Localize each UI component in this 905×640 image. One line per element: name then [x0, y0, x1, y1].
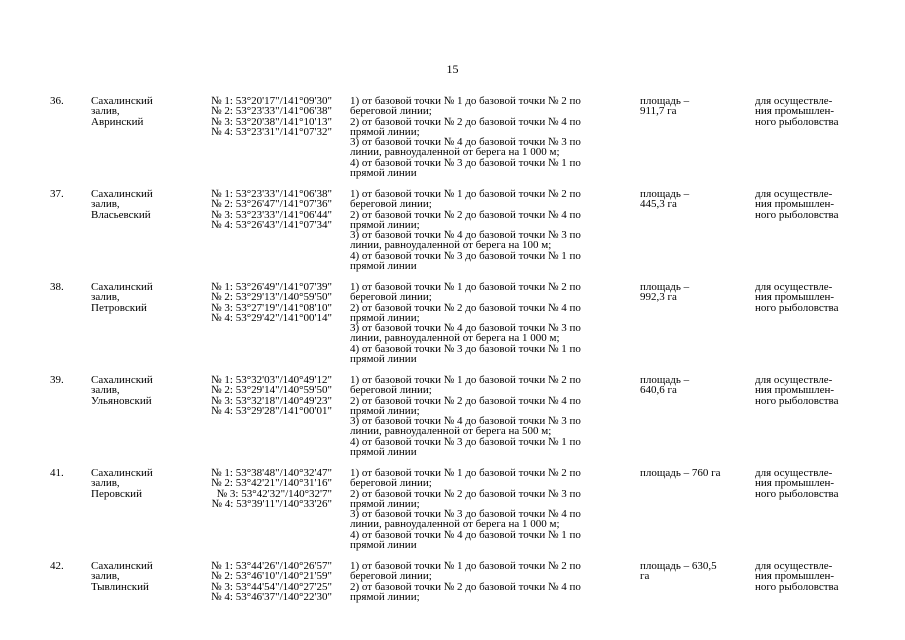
boundary-description-line: линии, равноудаленной от берега на 1 000 м; [350, 518, 560, 531]
boundary-description-line: прямой линии; [350, 125, 420, 138]
coordinates-line: № 3: 53°23'33"/141°06'44" [211, 208, 332, 221]
area-line: площадь – [640, 374, 690, 386]
coordinates-cell [182, 375, 332, 416]
boundary-description-line: 4) от базовой точки № 3 до базовой точки № 1 по [350, 156, 581, 169]
boundary-description-line: линии, равноудаленной от берега на 500 м; [350, 425, 552, 438]
purpose-line: для осуществле- [755, 467, 833, 479]
coordinates-line: № 1: 53°38'48"/140°32'47" [211, 467, 332, 479]
boundary-description-line: береговой линии; [350, 198, 432, 211]
location-name-cell [91, 375, 175, 406]
location-name-line: Сахалинский [91, 281, 153, 293]
location-name-line: залив, [91, 105, 120, 118]
boundary-description-line: прямой линии [350, 353, 417, 366]
purpose-cell [755, 561, 895, 592]
coordinates-line: № 4: 53°26'43"/141°07'34" [211, 218, 332, 231]
area-line: 640,6 га [640, 384, 677, 397]
location-name-line: Сахалинский [91, 374, 153, 386]
coordinates-line: № 3: 53°42'32"/140°32'7" [216, 487, 332, 500]
row-number-cell: 39. [50, 374, 64, 386]
row-number-cell: 36. [50, 95, 64, 107]
boundary-description-line: 4) от базовой точки № 3 до базовой точки № 1 по [350, 342, 581, 355]
coordinates-line: № 2: 53°29'13"/140°59'50" [211, 291, 332, 304]
purpose-line: ния промышлен- [755, 291, 835, 304]
row-number-cell: 42. [50, 560, 64, 572]
purpose-cell [755, 96, 895, 127]
boundary-description-line: прямой линии [350, 167, 417, 180]
coordinates-cell [182, 561, 332, 602]
purpose-line: для осуществле- [755, 188, 833, 200]
coordinates-line: № 4: 53°39'11"/140°33'26" [211, 497, 332, 510]
boundary-description-line: 2) от базовой точки № 2 до базовой точки № 4 по [350, 394, 581, 407]
coordinates-line: № 4: 53°23'31"/141°07'32" [211, 125, 332, 138]
boundary-description-cell [350, 561, 634, 602]
area-line: га [640, 570, 650, 583]
boundary-description-line: 2) от базовой точки № 2 до базовой точки № 4 по [350, 115, 581, 128]
area-line: площадь – 630,5 [640, 560, 717, 572]
area-line: площадь – 760 га [640, 467, 721, 479]
boundary-description-line: линии, равноудаленной от берега на 1 000 м; [350, 332, 560, 345]
purpose-line: ного рыболовства [755, 487, 839, 500]
coordinates-cell [182, 96, 332, 137]
boundary-description-line: линии, равноудаленной от берега на 1 000 м; [350, 146, 560, 159]
boundary-description-line: береговой линии; [350, 291, 432, 304]
boundary-description-line: 3) от базовой точки № 4 до базовой точки № 3 по [350, 322, 581, 335]
coordinates-line: № 2: 53°46'10"/140°21'59" [211, 570, 332, 583]
boundary-description-line: береговой линии; [350, 105, 432, 118]
purpose-line: ного рыболовства [755, 301, 839, 314]
location-name-cell [91, 468, 175, 499]
area-cell [640, 561, 745, 582]
purpose-line: для осуществле- [755, 560, 833, 572]
location-name-line: Власьевский [91, 208, 151, 221]
purpose-cell [755, 282, 895, 313]
boundary-description-line: 2) от базовой точки № 2 до базовой точки № 4 по [350, 208, 581, 221]
location-name-line: Сахалинский [91, 188, 153, 200]
area-cell [640, 468, 745, 478]
page-number: 15 [446, 62, 459, 76]
coordinates-line: № 4: 53°29'28"/141°00'01" [211, 404, 332, 417]
boundary-description-line: прямой линии; [350, 311, 420, 324]
area-line: площадь – [640, 95, 690, 107]
area-cell [640, 96, 745, 117]
purpose-line: ния промышлен- [755, 570, 835, 583]
coordinates-line: № 1: 53°20'17"/141°09'30" [211, 95, 332, 107]
purpose-line: для осуществле- [755, 374, 833, 386]
boundary-description-line: 1) от базовой точки № 1 до базовой точки № 2 по [350, 467, 581, 479]
boundary-description-line: прямой линии [350, 260, 417, 273]
location-name-line: залив, [91, 291, 120, 304]
purpose-cell [755, 375, 895, 406]
location-name-line: Авринский [91, 115, 144, 128]
boundary-description-cell [350, 468, 634, 550]
coordinates-line: № 4: 53°29'42"/141°00'14" [211, 311, 332, 324]
coordinates-line: № 4: 53°46'37"/140°22'30" [211, 590, 332, 603]
coordinates-line: № 2: 53°23'33"/141°06'38" [211, 105, 332, 118]
coordinates-line: № 1: 53°32'03"/140°49'12" [211, 374, 332, 386]
purpose-line: ного рыболовства [755, 115, 839, 128]
purpose-line: ного рыболовства [755, 394, 839, 407]
coordinates-line: № 1: 53°23'33"/141°06'38" [211, 188, 332, 200]
boundary-description-line: 1) от базовой точки № 1 до базовой точки № 2 по [350, 374, 581, 386]
coordinates-line: № 3: 53°20'38"/141°10'13" [211, 115, 332, 128]
boundary-description-line: прямой линии; [350, 497, 420, 510]
coordinates-cell [182, 468, 332, 509]
purpose-line: ния промышлен- [755, 198, 835, 211]
area-cell [640, 189, 745, 210]
boundary-description-line: береговой линии; [350, 384, 432, 397]
location-name-cell [91, 189, 175, 220]
purpose-line: ния промышлен- [755, 105, 835, 118]
location-name-line: залив, [91, 198, 120, 211]
boundary-description-line: 1) от базовой точки № 1 до базовой точки № 2 по [350, 95, 581, 107]
area-line: 992,3 га [640, 291, 677, 304]
purpose-line: ния промышлен- [755, 384, 835, 397]
location-name-line: залив, [91, 384, 120, 397]
area-line: 445,3 га [640, 198, 677, 211]
purpose-line: ния промышлен- [755, 477, 835, 490]
boundary-description-line: 2) от базовой точки № 2 до базовой точки № 4 по [350, 580, 581, 593]
boundary-description-line: линии, равноудаленной от берега на 100 м; [350, 239, 552, 252]
coordinates-cell [182, 282, 332, 323]
boundary-description-line: 2) от базовой точки № 2 до базовой точки № 3 по [350, 487, 581, 500]
boundary-description-line: 3) от базовой точки № 4 до базовой точки № 3 по [350, 229, 581, 242]
location-name-line: Ульяновский [91, 394, 152, 407]
boundary-description-line: 2) от базовой точки № 2 до базовой точки № 4 по [350, 301, 581, 314]
purpose-line: для осуществле- [755, 281, 833, 293]
coordinates-line: № 2: 53°42'21"/140°31'16" [211, 477, 332, 490]
boundary-description-cell [350, 189, 634, 271]
row-number-cell: 41. [50, 467, 64, 479]
location-name-cell [91, 282, 175, 313]
boundary-description-line: 1) от базовой точки № 1 до базовой точки № 2 по [350, 188, 581, 200]
location-name-cell [91, 561, 175, 592]
boundary-description-line: 4) от базовой точки № 3 до базовой точки № 1 по [350, 435, 581, 448]
area-cell [640, 282, 745, 303]
boundary-description-line: береговой линии; [350, 570, 432, 583]
boundary-description-line: 4) от базовой точки № 4 до базовой точки № 1 по [350, 528, 581, 541]
row-number-cell: 37. [50, 188, 64, 200]
location-name-line: Сахалинский [91, 95, 153, 107]
coordinates-line: № 3: 53°32'18"/140°49'23" [211, 394, 332, 407]
purpose-line: ного рыболовства [755, 208, 839, 221]
location-name-line: Перовский [91, 487, 142, 500]
purpose-cell [755, 189, 895, 220]
coordinates-line: № 1: 53°26'49"/141°07'39" [211, 281, 332, 293]
area-line: площадь – [640, 188, 690, 200]
boundary-description-line: прямой линии; [350, 590, 420, 603]
purpose-cell [755, 468, 895, 499]
boundary-description-line: 1) от базовой точки № 1 до базовой точки № 2 по [350, 281, 581, 293]
location-name-line: Тывлинский [91, 580, 149, 593]
coordinates-line: № 1: 53°44'26"/140°26'57" [211, 560, 332, 572]
boundary-description-line: прямой линии [350, 446, 417, 459]
location-name-cell [91, 96, 175, 127]
boundary-description-line: береговой линии; [350, 477, 432, 490]
boundary-description-line: прямой линии [350, 539, 417, 552]
boundary-description-line: 4) от базовой точки № 3 до базовой точки № 1 по [350, 249, 581, 262]
purpose-line: ного рыболовства [755, 580, 839, 593]
boundary-description-line: 3) от базовой точки № 4 до базовой точки № 3 по [350, 415, 581, 428]
boundary-description-cell [350, 96, 634, 178]
coordinates-line: № 3: 53°44'54"/140°27'25" [211, 580, 332, 593]
boundary-description-line: 1) от базовой точки № 1 до базовой точки № 2 по [350, 560, 581, 572]
location-name-line: Сахалинский [91, 560, 153, 572]
area-line: 911,7 га [640, 105, 677, 118]
boundary-description-line: 3) от базовой точки № 3 до базовой точки № 4 по [350, 508, 581, 521]
coordinates-line: № 3: 53°27'19"/141°08'10" [211, 301, 332, 314]
area-cell [640, 375, 745, 396]
boundary-description-cell [350, 375, 634, 457]
coordinates-line: № 2: 53°26'47"/141°07'36" [211, 198, 332, 211]
coordinates-cell [182, 189, 332, 230]
location-name-line: Петровский [91, 301, 147, 314]
boundary-description-cell [350, 282, 634, 364]
boundary-description-line: прямой линии; [350, 404, 420, 417]
boundary-description-line: 3) от базовой точки № 4 до базовой точки № 3 по [350, 136, 581, 149]
row-number-cell: 38. [50, 281, 64, 293]
location-name-line: залив, [91, 570, 120, 583]
location-name-line: Сахалинский [91, 467, 153, 479]
purpose-line: для осуществле- [755, 95, 833, 107]
area-line: площадь – [640, 281, 690, 293]
coordinates-line: № 2: 53°29'14"/140°59'50" [211, 384, 332, 397]
boundary-description-line: прямой линии; [350, 218, 420, 231]
location-name-line: залив, [91, 477, 120, 490]
